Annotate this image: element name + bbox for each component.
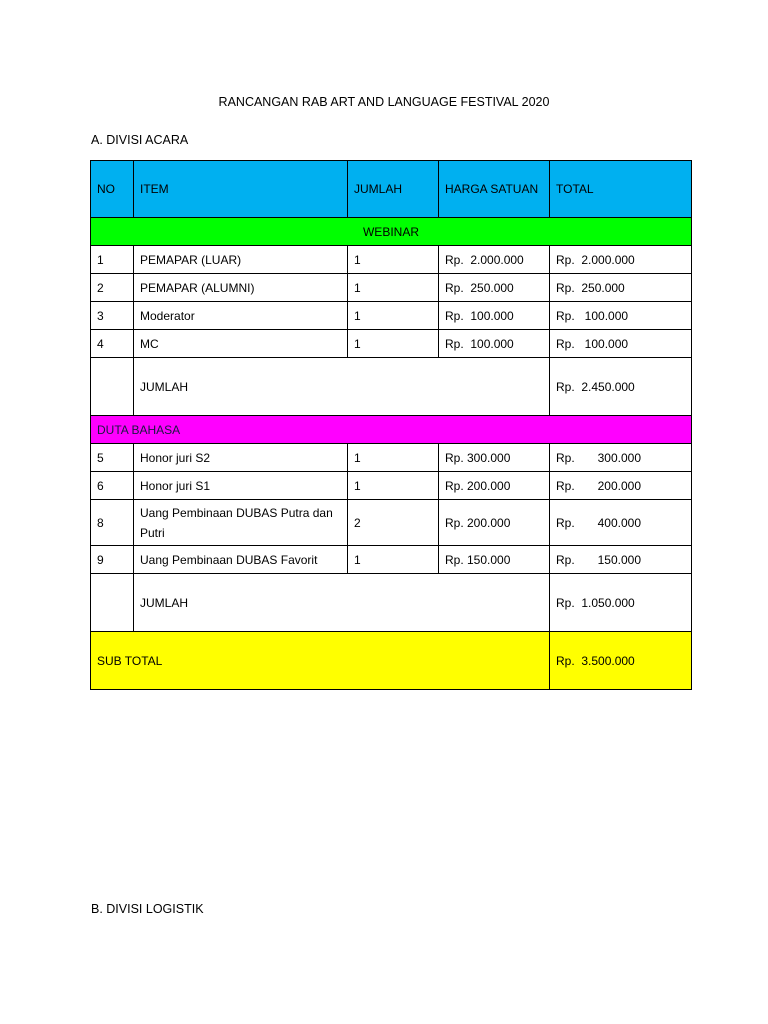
cell-jumlah: 1 <box>348 444 439 472</box>
cell-jumlah: 2 <box>348 500 439 546</box>
cell-no: 1 <box>91 246 134 274</box>
cell-item: Honor juri S1 <box>134 472 348 500</box>
total-value: 150.000 <box>597 552 641 567</box>
cell-harga: Rp. 150.000 <box>439 546 550 574</box>
sum-label: JUMLAH <box>134 574 550 632</box>
cell-item: MC <box>134 330 348 358</box>
sum-row-duta-bahasa <box>91 574 692 632</box>
table-row <box>91 444 692 472</box>
cell-total <box>550 546 692 574</box>
group-label-text: DUTA BAHASA <box>97 422 181 437</box>
sum-total: Rp. 2.450.000 <box>550 358 692 416</box>
cell-no: 4 <box>91 330 134 358</box>
total-value: 200.000 <box>597 478 641 493</box>
table-row <box>91 472 692 500</box>
section-heading-acara: A. DIVISI ACARA <box>91 133 189 147</box>
cell-item: Honor juri S2 <box>134 444 348 472</box>
subtotal-value: Rp. 3.500.000 <box>550 632 692 690</box>
group-label-duta-bahasa <box>91 416 692 444</box>
cell-no: 8 <box>91 500 134 546</box>
table-header-row <box>91 161 692 218</box>
cell-total <box>550 472 692 500</box>
cell-total: Rp. 2.000.000 <box>550 246 692 274</box>
rab-table <box>90 160 692 690</box>
cell-jumlah: 1 <box>348 302 439 330</box>
cell-no: 6 <box>91 472 134 500</box>
cell-no <box>91 358 134 416</box>
header-harga-satuan: HARGA SATUAN <box>439 161 550 218</box>
sum-row-webinar <box>91 358 692 416</box>
section-heading-logistik: B. DIVISI LOGISTIK <box>91 902 204 916</box>
table-row <box>91 546 692 574</box>
cell-total <box>550 444 692 472</box>
header-item: ITEM <box>134 161 348 218</box>
cell-harga: Rp. 300.000 <box>439 444 550 472</box>
table-row <box>91 500 692 546</box>
cell-item: Uang Pembinaan DUBAS Putra dan Putri <box>134 500 348 546</box>
cell-no <box>91 574 134 632</box>
total-value: 300.000 <box>597 450 641 465</box>
total-currency: Rp. <box>556 478 575 493</box>
cell-item: Moderator <box>134 302 348 330</box>
cell-total <box>550 500 692 546</box>
cell-jumlah: 1 <box>348 274 439 302</box>
header-no: NO <box>91 161 134 218</box>
cell-harga: Rp. 100.000 <box>439 330 550 358</box>
total-currency: Rp. <box>556 515 575 530</box>
table-row <box>91 302 692 330</box>
table-row <box>91 274 692 302</box>
sum-label: JUMLAH <box>134 358 550 416</box>
cell-jumlah: 1 <box>348 330 439 358</box>
cell-no: 3 <box>91 302 134 330</box>
cell-harga: Rp. 200.000 <box>439 472 550 500</box>
cell-no: 9 <box>91 546 134 574</box>
table-row <box>91 246 692 274</box>
cell-item: Uang Pembinaan DUBAS Favorit <box>134 546 348 574</box>
group-label-webinar: WEBINAR <box>91 218 692 246</box>
cell-harga: Rp. 100.000 <box>439 302 550 330</box>
sum-total: Rp. 1.050.000 <box>550 574 692 632</box>
cell-no: 5 <box>91 444 134 472</box>
header-total: TOTAL <box>550 161 692 218</box>
cell-total: Rp. 100.000 <box>550 302 692 330</box>
total-value: 400.000 <box>597 515 641 530</box>
cell-item: PEMAPAR (LUAR) <box>134 246 348 274</box>
cell-item: PEMAPAR (ALUMNI) <box>134 274 348 302</box>
cell-total: Rp. 100.000 <box>550 330 692 358</box>
subtotal-row <box>91 632 692 690</box>
table-row <box>91 330 692 358</box>
total-currency: Rp. <box>556 450 575 465</box>
cell-no: 2 <box>91 274 134 302</box>
cell-jumlah: 1 <box>348 546 439 574</box>
total-currency: Rp. <box>556 552 575 567</box>
document-title: RANCANGAN RAB ART AND LANGUAGE FESTIVAL 2020 <box>218 95 550 109</box>
cell-harga: Rp. 2.000.000 <box>439 246 550 274</box>
cell-total: Rp. 250.000 <box>550 274 692 302</box>
cell-jumlah: 1 <box>348 472 439 500</box>
cell-harga: Rp. 250.000 <box>439 274 550 302</box>
group-row-webinar <box>91 218 692 246</box>
header-jumlah: JUMLAH <box>348 161 439 218</box>
cell-jumlah: 1 <box>348 246 439 274</box>
cell-harga: Rp. 200.000 <box>439 500 550 546</box>
group-row-duta-bahasa <box>91 416 692 444</box>
subtotal-label: SUB TOTAL <box>91 632 550 690</box>
